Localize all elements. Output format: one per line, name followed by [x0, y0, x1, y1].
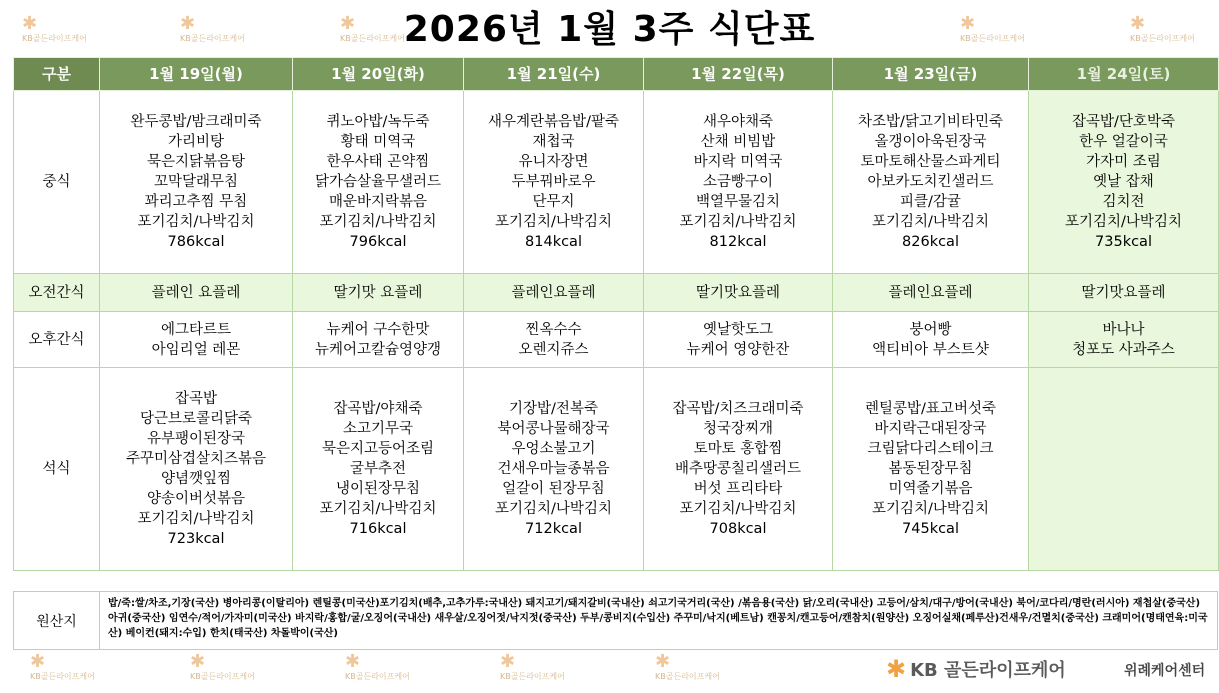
menu-item: 아보카도치킨샐러드	[867, 174, 994, 190]
lunch-cell-tue	[293, 91, 464, 274]
menu-item: 712kcal	[525, 521, 582, 537]
menu-item: 황태 미역국	[340, 134, 416, 150]
menu-item: 토마토해산물스파게티	[860, 154, 1001, 170]
kb-star-icon: ✱	[190, 651, 206, 672]
pm-snack-cell-sat	[1029, 312, 1219, 368]
menu-item: 우엉소불고기	[511, 441, 596, 457]
menu-item: 아임리얼 레몬	[151, 341, 241, 358]
menu-item: 재첩국	[532, 134, 575, 150]
menu-item: 826kcal	[902, 234, 959, 250]
menu-item: 북어콩나물해장국	[497, 421, 610, 437]
watermark-logo: ✱ KB골든라이프케어	[340, 13, 405, 43]
menu-item: 포기김치/나박김치	[872, 214, 989, 230]
menu-item: 건새우마늘종볶음	[497, 461, 610, 477]
menu-item: 포기김치/나박김치	[495, 214, 612, 230]
am-snack-row	[14, 274, 1219, 312]
menu-item: 양송이버섯볶음	[146, 491, 246, 507]
menu-item: 냉이된장무침	[335, 481, 421, 497]
lunch-cell-thu	[644, 91, 833, 274]
menu-item: 붕어빵	[909, 321, 952, 338]
menu-item: 바지락 미역국	[693, 154, 783, 170]
menu-item: 소고기무국	[342, 421, 414, 437]
menu-item: 소금빵구이	[702, 174, 774, 190]
watermark-logo: ✱ KB골든라이프케어	[190, 651, 255, 681]
menu-item: 묵은지고등어조림	[321, 441, 435, 457]
am-snack-cell-fri: 플레인요플레	[833, 274, 1029, 312]
lunch-label: 중식	[14, 91, 100, 274]
menu-item: 옛날 잡채	[1093, 174, 1154, 190]
menu-item: 버섯 프리타타	[693, 481, 783, 497]
menu-item: 포기김치/나박김치	[137, 214, 255, 230]
menu-item: 옛날핫도그	[702, 321, 774, 338]
kb-star-icon: ✱	[500, 651, 516, 672]
menu-item: 유니자장면	[518, 154, 589, 170]
menu-item: 묵은지닭볶음탕	[146, 154, 246, 170]
page-title: 2026년 1월 3주 식단표	[403, 9, 816, 50]
menu-item: 봄동된장무침	[888, 461, 973, 477]
menu-item: 포기김치/나박김치	[679, 214, 797, 230]
dinner-cell-fri	[833, 368, 1029, 571]
lunch-cell-sat	[1029, 91, 1219, 274]
menu-item: 렌틸콩밥/표고버섯죽	[865, 401, 996, 417]
pm-snack-cell-mon	[100, 312, 293, 368]
am-snack-label: 오전간식	[14, 274, 100, 312]
menu-item: 포기김치/나박김치	[495, 501, 612, 517]
am-snack-cell-thu: 딸기맛요플레	[644, 274, 833, 312]
brand-logo	[886, 655, 1066, 683]
am-snack-cell-tue: 딸기맛 요플레	[293, 274, 464, 312]
category-header: 구분	[14, 58, 100, 91]
menu-item: 토마토 홍합찜	[693, 441, 783, 457]
kb-star-icon: ✱	[180, 13, 196, 34]
watermark-logo: ✱ KB골든라이프케어	[960, 13, 1025, 43]
watermark-logo: ✱ KB골든라이프케어	[655, 651, 720, 681]
dinner-cell-tue	[293, 368, 464, 571]
pm-snack-cell-tue	[293, 312, 464, 368]
menu-item: 산채 비빔밥	[700, 134, 776, 150]
menu-item: 배추땅콩칠리샐러드	[674, 461, 802, 477]
menu-item: 액티비아 부스트샷	[872, 341, 989, 358]
menu-item: 얼갈이 된장무침	[502, 481, 605, 497]
menu-item: 올갱이아욱된장국	[874, 134, 987, 150]
day-header-tue: 1월 20일(화)	[293, 58, 464, 91]
menu-item: 포기김치/나박김치	[319, 214, 437, 230]
menu-item: 단무지	[532, 194, 575, 210]
menu-item: 잡곡밥/야채죽	[333, 401, 423, 417]
menu-item: 꽈리고추찜 무침	[144, 194, 248, 210]
origin-label: 원산지	[14, 592, 100, 649]
menu-item: 당근브로콜리닭죽	[139, 411, 253, 427]
menu-item: 김치전	[1102, 194, 1145, 210]
menu-item: 기장밥/전복죽	[509, 401, 598, 417]
watermark-logo: ✱ KB골든라이프케어	[22, 13, 87, 43]
menu-item: 잡곡밥/치즈크래미죽	[672, 401, 804, 417]
header-row	[14, 58, 1219, 91]
lunch-row	[14, 91, 1219, 274]
menu-item: 745kcal	[902, 521, 959, 537]
kb-star-icon: ✱	[960, 13, 976, 34]
menu-item: 786kcal	[167, 234, 225, 250]
menu-item: 닭가슴살율무샐러드	[314, 174, 442, 190]
am-snack-cell-mon: 플레인 요플레	[100, 274, 293, 312]
menu-item: 뉴케어 영양한잔	[686, 341, 790, 358]
lunch-cell-mon	[100, 91, 293, 274]
menu-item: 812kcal	[709, 234, 767, 250]
meal-plan-table	[13, 57, 1219, 571]
menu-item: 가리비탕	[167, 134, 225, 150]
day-header-fri: 1월 23일(금)	[833, 58, 1029, 91]
watermark-logo: ✱ KB골든라이프케어	[345, 651, 410, 681]
menu-item: 청포도 사과주스	[1072, 341, 1175, 358]
menu-item: 바지락근대된장국	[874, 421, 987, 437]
lunch-cell-fri	[833, 91, 1029, 274]
watermark-logo: ✱ KB골든라이프케어	[30, 651, 95, 681]
menu-item: 완두콩밥/밤크래미죽	[130, 114, 262, 130]
menu-item: 포기김치/나박김치	[137, 511, 255, 527]
menu-item: 796kcal	[349, 234, 407, 250]
center-name: 위례케어센터	[1124, 663, 1206, 679]
menu-item: 735kcal	[1095, 234, 1152, 250]
menu-item: 양념깻잎찜	[160, 471, 232, 487]
menu-item: 꼬막달래무침	[153, 174, 239, 190]
menu-item: 포기김치/나박김치	[679, 501, 797, 517]
pm-snack-cell-fri	[833, 312, 1029, 368]
watermark-logo: ✱ KB골든라이프케어	[1130, 13, 1195, 43]
menu-item: 포기김치/나박김치	[872, 501, 989, 517]
pm-snack-cell-thu	[644, 312, 833, 368]
menu-item: 유부팽이된장국	[146, 431, 246, 447]
am-snack-cell-sat: 딸기맛요플레	[1029, 274, 1219, 312]
day-header-sat: 1월 24일(토)	[1029, 58, 1219, 91]
menu-item: 뉴케어 구수한맛	[326, 321, 430, 338]
dinner-row	[14, 368, 1219, 571]
pm-snack-label: 오후간식	[14, 312, 100, 368]
menu-item: 포기김치/나박김치	[1065, 214, 1182, 230]
menu-item: 두부꿔바로우	[511, 174, 596, 190]
day-header-wed: 1월 21일(수)	[464, 58, 644, 91]
day-header-thu: 1월 22일(목)	[644, 58, 833, 91]
day-header-mon: 1월 19일(월)	[100, 58, 293, 91]
origin-text: 밥/죽:쌀/차조,기장(국산) 병아리콩(이탈리아) 렌틸콩(미국산)포기김치(배추,고추가루:국내산) 돼지고기/돼지갈비(국내산) 쇠고기국거리(국산) /볶음용(국산) 닭/오리(국내산) 고등어/삼치/대구/방어(국내산) 북어/코다리/명란(러시아) 재첩살(중국산) 아귀(중국산) 임연수/적어/가자미(미국산) 바지락/홍합/굴/오징어(국내산) 새우살/오징어젓/낙지젓(중국산) 두부/콩비지(수입산) 주꾸미/낙지(베트남) 캔꽁치/캔고등어/캔참치(원양산) 오징어실채(페루산)건새우/건멸치(중국산) 크래미어(명태연육:미국산) 베이컨(돼지:수입) 한치(태국산) 차돌박이(국산)	[108, 598, 1208, 639]
kb-star-icon: ✱	[30, 651, 46, 672]
menu-item: 708kcal	[709, 521, 767, 537]
menu-item: 한우 얼갈이국	[1079, 134, 1168, 150]
lunch-cell-wed	[464, 91, 644, 274]
menu-item: 백열무물김치	[695, 194, 781, 210]
dinner-cell-wed	[464, 368, 644, 571]
kb-star-icon: ✱	[22, 13, 38, 34]
kb-star-icon: ✱	[1130, 13, 1146, 34]
kb-star-icon: ✱	[340, 13, 356, 34]
menu-item: 814kcal	[525, 234, 582, 250]
menu-item: 매운바지락볶음	[328, 194, 428, 210]
menu-item: 주꾸미삼겹살치즈볶음	[125, 451, 267, 467]
menu-item: 오렌지쥬스	[518, 341, 589, 358]
menu-item: 차조밥/닭고기비타민죽	[858, 114, 1003, 130]
kb-star-icon: ✱	[345, 651, 361, 672]
kb-star-icon: ✱	[886, 655, 907, 683]
menu-item: 포기김치/나박김치	[319, 501, 437, 517]
dinner-cell-thu	[644, 368, 833, 571]
menu-item: 크림닭다리스테이크	[867, 441, 994, 457]
menu-item: 미역줄기볶음	[888, 481, 973, 497]
dinner-cell-mon	[100, 368, 293, 571]
menu-item: 피클/감귤	[900, 194, 961, 210]
dinner-label: 석식	[14, 368, 100, 571]
menu-item: 뉴케어고칼슘영양갱	[314, 341, 442, 358]
menu-item: 바나나	[1102, 321, 1145, 338]
menu-item: 에그타르트	[160, 321, 232, 338]
kb-star-icon: ✱	[655, 651, 671, 672]
menu-item: 새우야채죽	[702, 114, 774, 130]
menu-item: 잡곡밥/단호박죽	[1072, 114, 1175, 130]
menu-item: 716kcal	[349, 521, 407, 537]
menu-item: 굴부추전	[349, 461, 407, 477]
brand-name: KB 골든라이프케어	[910, 660, 1066, 681]
menu-item: 잡곡밥	[174, 391, 218, 407]
menu-item: 723kcal	[167, 531, 225, 547]
watermark-logo: ✱ KB골든라이프케어	[500, 651, 565, 681]
am-snack-cell-wed: 플레인요플레	[464, 274, 644, 312]
menu-item: 퀴노아밥/녹두죽	[326, 114, 430, 130]
origin-box	[13, 591, 1218, 650]
menu-item: 가자미 조림	[1086, 154, 1161, 170]
menu-item: 새우계란볶음밥/팥죽	[488, 114, 619, 130]
menu-item: 찐옥수수	[525, 321, 582, 338]
pm-snack-row	[14, 312, 1219, 368]
menu-item: 청국장찌개	[702, 421, 774, 437]
watermark-logo: ✱ KB골든라이프케어	[180, 13, 245, 43]
pm-snack-cell-wed	[464, 312, 644, 368]
menu-item: 한우사태 곤약찜	[326, 154, 430, 170]
dinner-cell-sat	[1029, 368, 1219, 571]
